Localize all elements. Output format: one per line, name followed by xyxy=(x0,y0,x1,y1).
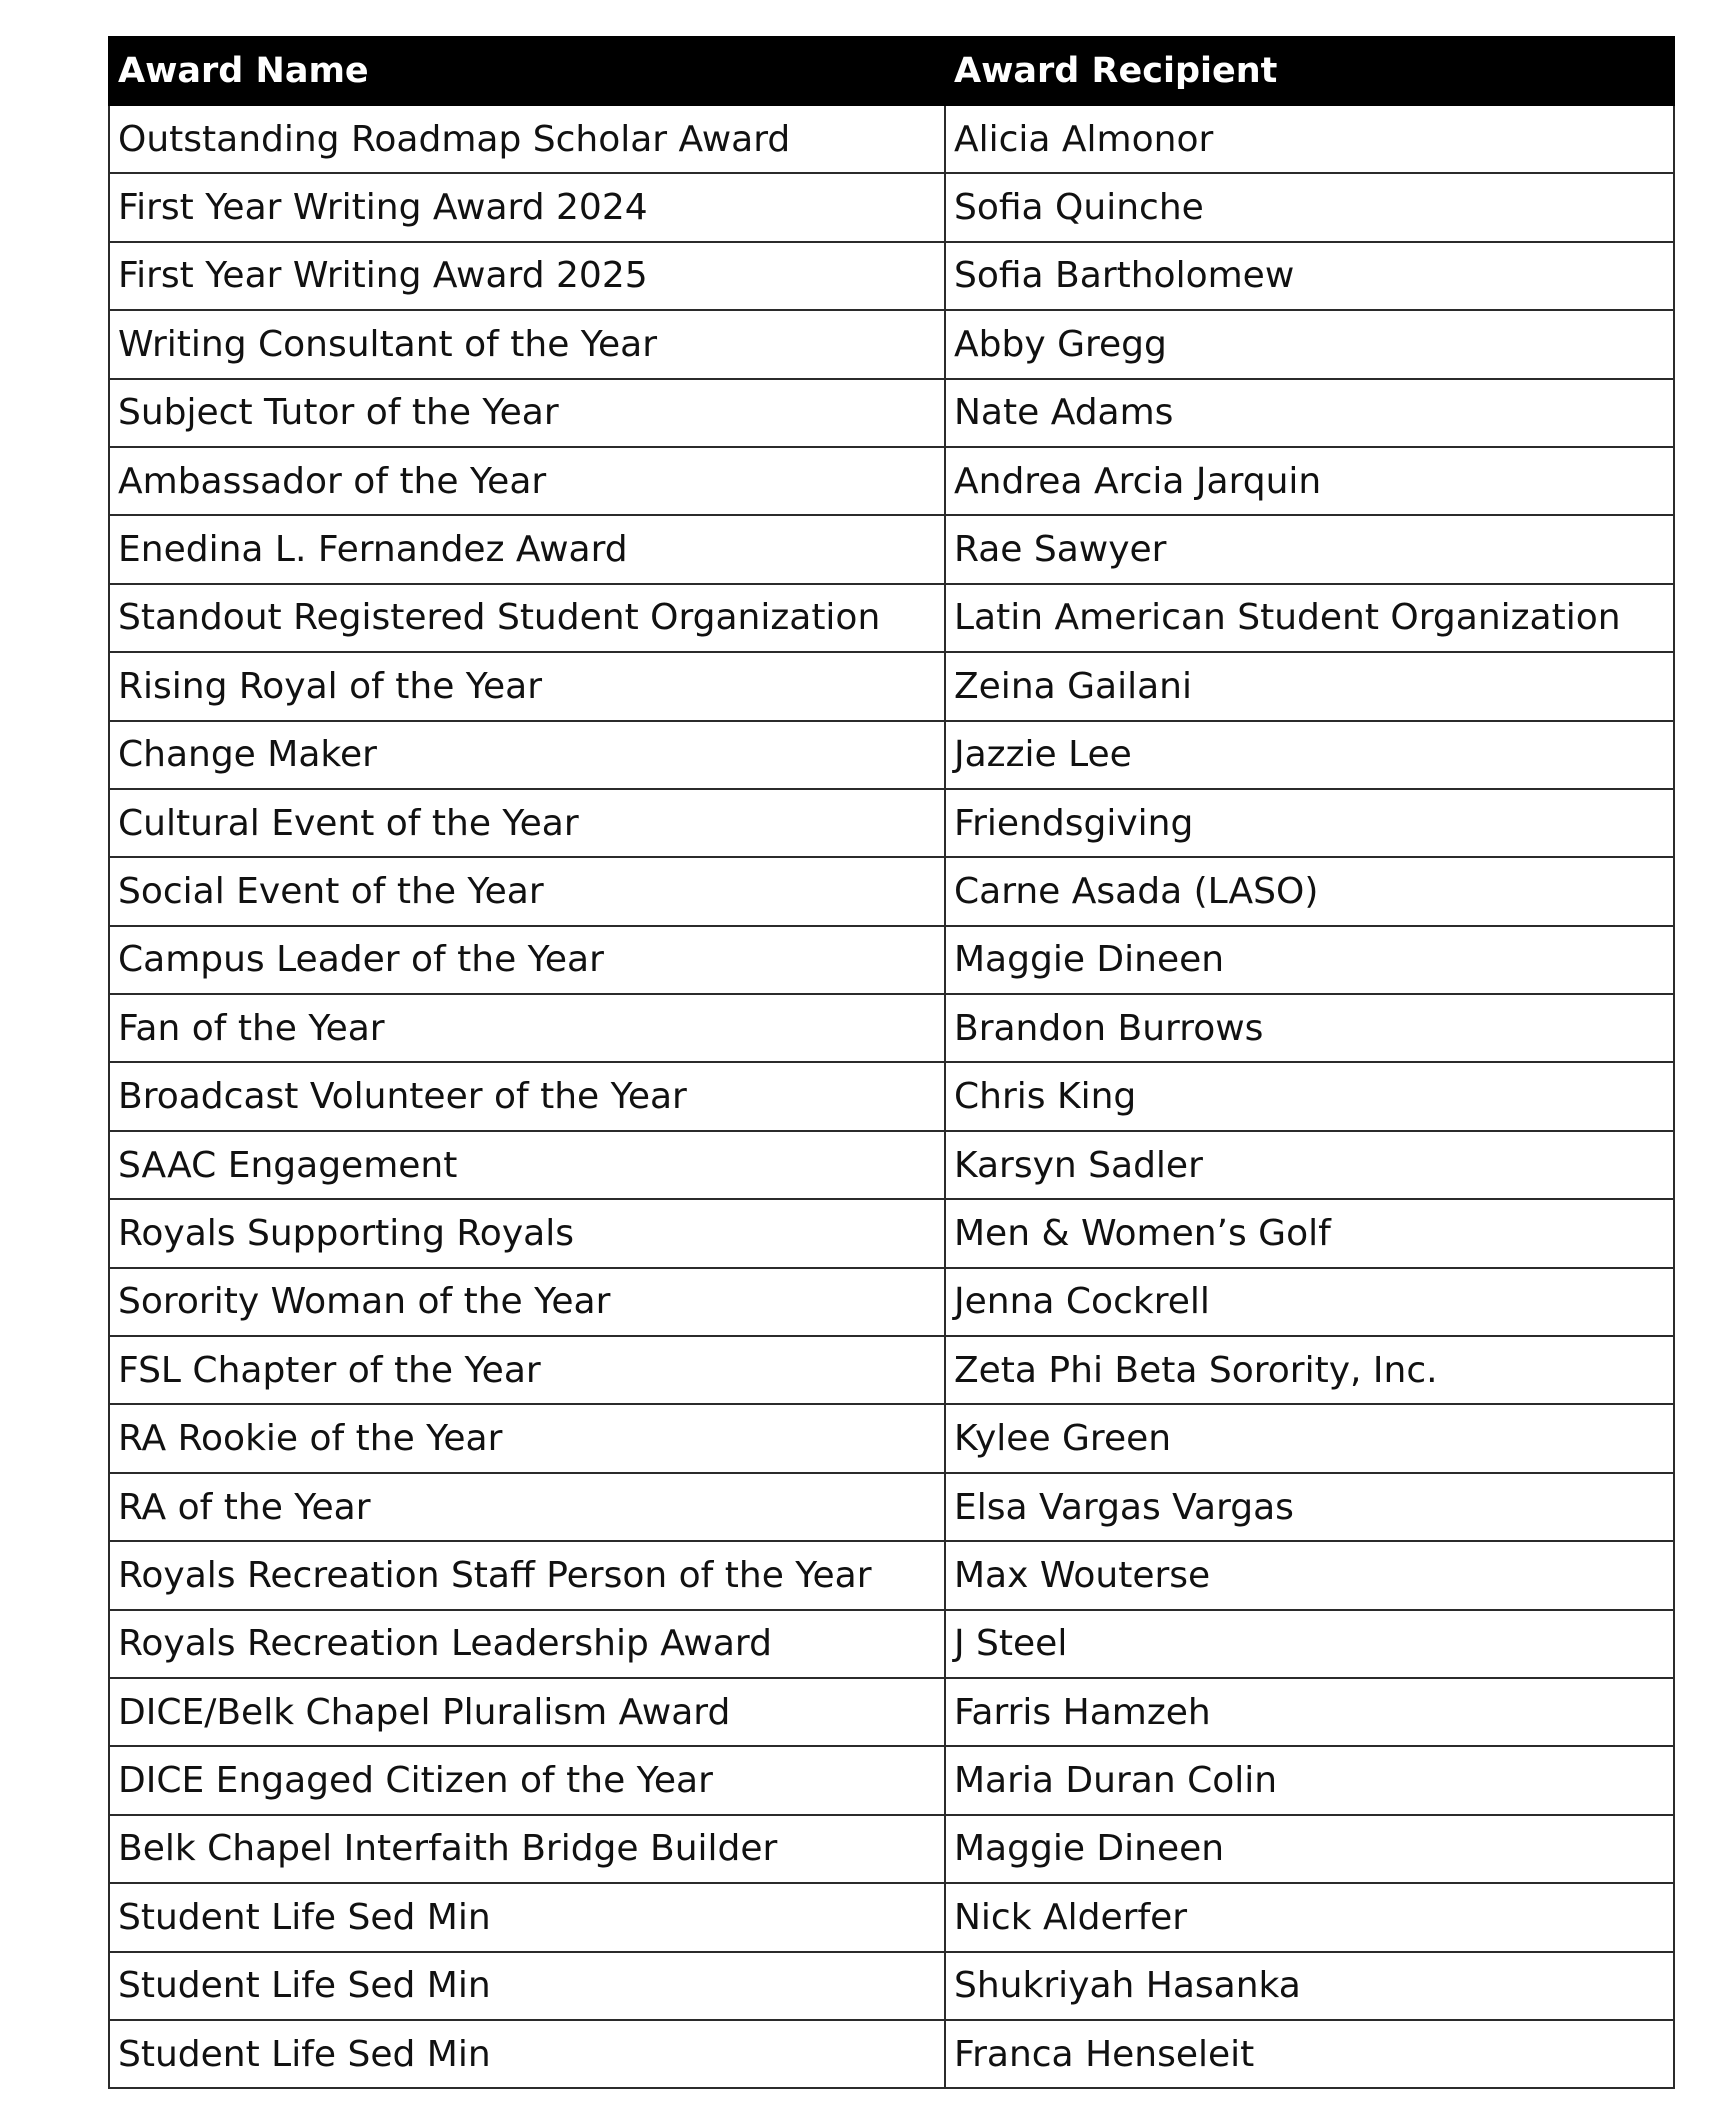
award-name-cell: Campus Leader of the Year xyxy=(109,926,945,994)
table-row xyxy=(109,447,1674,515)
table-row xyxy=(109,515,1674,583)
award-recipient-cell: Maggie Dineen xyxy=(945,1815,1674,1883)
award-recipient-cell: Latin American Student Organization xyxy=(945,584,1674,652)
table-row xyxy=(109,1883,1674,1951)
award-recipient-cell: Jazzie Lee xyxy=(945,721,1674,789)
table-row xyxy=(109,1473,1674,1541)
award-name-cell: Broadcast Volunteer of the Year xyxy=(109,1062,945,1130)
award-name-cell: Student Life Sed Min xyxy=(109,1883,945,1951)
award-name-cell: Subject Tutor of the Year xyxy=(109,379,945,447)
award-recipient-cell: Jenna Cockrell xyxy=(945,1268,1674,1336)
award-recipient-cell: Karsyn Sadler xyxy=(945,1131,1674,1199)
award-name-cell: First Year Writing Award 2024 xyxy=(109,173,945,241)
award-recipient-cell: Alicia Almonor xyxy=(945,105,1674,173)
award-recipient-cell: Maggie Dineen xyxy=(945,926,1674,994)
table-row xyxy=(109,1746,1674,1814)
award-name-cell: Royals Supporting Royals xyxy=(109,1199,945,1267)
table-row xyxy=(109,1199,1674,1267)
header-award-name: Award Name xyxy=(109,37,945,105)
award-name-cell: Standout Registered Student Organization xyxy=(109,584,945,652)
award-name-cell: Student Life Sed Min xyxy=(109,2020,945,2088)
award-name-cell: SAAC Engagement xyxy=(109,1131,945,1199)
award-recipient-cell: Men & Women’s Golf xyxy=(945,1199,1674,1267)
award-name-cell: Royals Recreation Staff Person of the Year xyxy=(109,1541,945,1609)
table-row xyxy=(109,994,1674,1062)
table-row xyxy=(109,379,1674,447)
table-row xyxy=(109,1131,1674,1199)
award-recipient-cell: Friendsgiving xyxy=(945,789,1674,857)
award-name-cell: RA Rookie of the Year xyxy=(109,1404,945,1472)
award-name-cell: FSL Chapter of the Year xyxy=(109,1336,945,1404)
award-name-cell: Fan of the Year xyxy=(109,994,945,1062)
award-name-cell: First Year Writing Award 2025 xyxy=(109,242,945,310)
table-row xyxy=(109,1268,1674,1336)
table-header xyxy=(109,37,1674,105)
table-row xyxy=(109,105,1674,173)
award-name-cell: Change Maker xyxy=(109,721,945,789)
award-recipient-cell: Max Wouterse xyxy=(945,1541,1674,1609)
table-row xyxy=(109,173,1674,241)
table-row xyxy=(109,1062,1674,1130)
award-recipient-cell: Zeina Gailani xyxy=(945,652,1674,720)
table-row xyxy=(109,1678,1674,1746)
table-row xyxy=(109,1610,1674,1678)
table-row xyxy=(109,1815,1674,1883)
table-row xyxy=(109,789,1674,857)
award-name-cell: Sorority Woman of the Year xyxy=(109,1268,945,1336)
award-name-cell: Writing Consultant of the Year xyxy=(109,310,945,378)
award-name-cell: Social Event of the Year xyxy=(109,857,945,925)
award-recipient-cell: J Steel xyxy=(945,1610,1674,1678)
award-recipient-cell: Farris Hamzeh xyxy=(945,1678,1674,1746)
award-recipient-cell: Sofia Bartholomew xyxy=(945,242,1674,310)
award-name-cell: Ambassador of the Year xyxy=(109,447,945,515)
award-name-cell: Royals Recreation Leadership Award xyxy=(109,1610,945,1678)
award-recipient-cell: Rae Sawyer xyxy=(945,515,1674,583)
table-row xyxy=(109,926,1674,994)
table-row xyxy=(109,1541,1674,1609)
table-row xyxy=(109,1952,1674,2020)
award-recipient-cell: Maria Duran Colin xyxy=(945,1746,1674,1814)
award-recipient-cell: Nate Adams xyxy=(945,379,1674,447)
table-row xyxy=(109,857,1674,925)
award-recipient-cell: Brandon Burrows xyxy=(945,994,1674,1062)
award-recipient-cell: Nick Alderfer xyxy=(945,1883,1674,1951)
table-row xyxy=(109,310,1674,378)
header-row xyxy=(109,37,1674,105)
award-table xyxy=(108,36,1675,2089)
award-name-cell: Outstanding Roadmap Scholar Award xyxy=(109,105,945,173)
award-recipient-cell: Chris King xyxy=(945,1062,1674,1130)
table-row xyxy=(109,1404,1674,1472)
table-body xyxy=(109,105,1674,2088)
award-name-cell: Cultural Event of the Year xyxy=(109,789,945,857)
award-recipient-cell: Zeta Phi Beta Sorority, Inc. xyxy=(945,1336,1674,1404)
award-name-cell: Belk Chapel Interfaith Bridge Builder xyxy=(109,1815,945,1883)
award-recipient-cell: Sofia Quinche xyxy=(945,173,1674,241)
award-recipient-cell: Elsa Vargas Vargas xyxy=(945,1473,1674,1541)
award-recipient-cell: Shukriyah Hasanka xyxy=(945,1952,1674,2020)
award-name-cell: Rising Royal of the Year xyxy=(109,652,945,720)
header-award-recipient: Award Recipient xyxy=(945,37,1674,105)
award-name-cell: DICE Engaged Citizen of the Year xyxy=(109,1746,945,1814)
award-recipient-cell: Kylee Green xyxy=(945,1404,1674,1472)
table-row xyxy=(109,2020,1674,2088)
table-row xyxy=(109,652,1674,720)
table-row xyxy=(109,1336,1674,1404)
award-recipient-cell: Andrea Arcia Jarquin xyxy=(945,447,1674,515)
table-row xyxy=(109,721,1674,789)
award-recipient-cell: Franca Henseleit xyxy=(945,2020,1674,2088)
award-name-cell: DICE/Belk Chapel Pluralism Award xyxy=(109,1678,945,1746)
table-row xyxy=(109,584,1674,652)
table-row xyxy=(109,242,1674,310)
award-name-cell: RA of the Year xyxy=(109,1473,945,1541)
award-recipient-cell: Carne Asada (LASO) xyxy=(945,857,1674,925)
award-name-cell: Enedina L. Fernandez Award xyxy=(109,515,945,583)
award-name-cell: Student Life Sed Min xyxy=(109,1952,945,2020)
award-recipient-cell: Abby Gregg xyxy=(945,310,1674,378)
